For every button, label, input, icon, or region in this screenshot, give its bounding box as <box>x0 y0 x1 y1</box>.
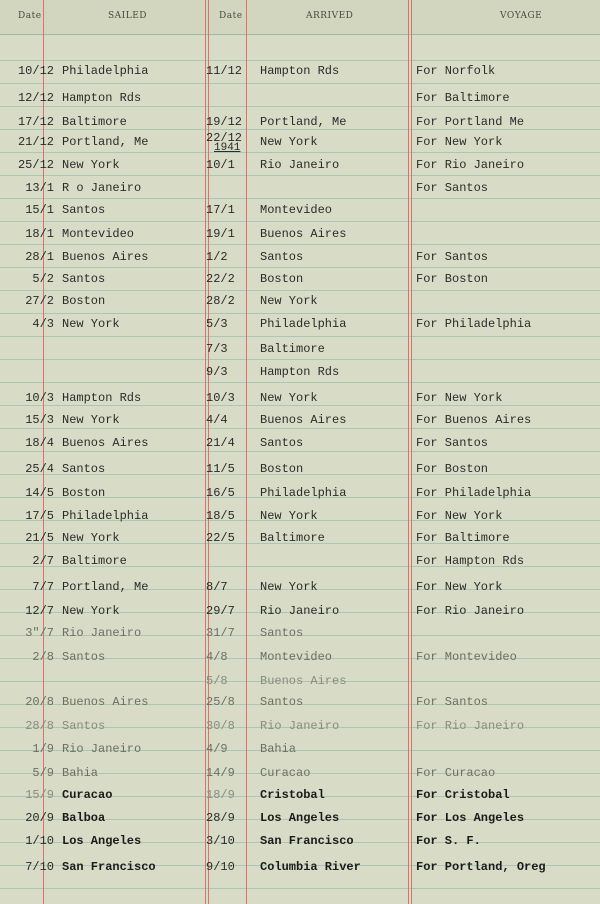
sailed-port-cell: Santos <box>62 650 106 664</box>
arrived-port-cell: Philadelphia <box>260 317 347 331</box>
date-sailed-cell: 12/7 <box>25 604 54 618</box>
arrived-port-cell: San Francisco <box>260 834 354 848</box>
date-arrived-cell: 19/1 <box>206 227 235 241</box>
sailed-port-cell: Rio Janeiro <box>62 626 142 640</box>
arrived-port-cell: Cristobal <box>260 788 325 802</box>
arrived-port-cell: Buenos Aires <box>260 227 347 241</box>
date-sailed-cell: 5/9 <box>32 766 54 780</box>
date-arrived-cell: 3/10 <box>206 834 235 848</box>
sailed-port-cell: New York <box>62 158 120 172</box>
arrived-port-cell: Rio Janeiro <box>260 604 340 618</box>
header-voyage: VOYAGE <box>500 11 543 21</box>
date-arrived-cell: 4/4 <box>206 413 228 427</box>
date-arrived-cell: 11/5 <box>206 462 235 476</box>
date-sailed-cell: 5/2 <box>32 272 54 286</box>
voyage-cell: For Curacao <box>416 766 496 780</box>
sailed-port-cell: Santos <box>62 719 106 733</box>
voyage-cell: For Los Angeles <box>416 811 525 825</box>
date-arrived-cell: 28/2 <box>206 294 235 308</box>
arrived-port-cell: New York <box>260 580 318 594</box>
sailed-port-cell: Balboa <box>62 811 106 825</box>
date-arrived-cell: 10/3 <box>206 391 235 405</box>
date-arrived-cell: 29/7 <box>206 604 235 618</box>
sailed-port-cell: Montevideo <box>62 227 135 241</box>
sailed-port-cell: Bahia <box>62 766 99 780</box>
year-note: 1941 <box>214 142 241 154</box>
date-arrived-cell: 5/3 <box>206 317 228 331</box>
date-arrived-cell: 17/1 <box>206 203 235 217</box>
date-sailed-cell: 14/5 <box>25 486 54 500</box>
voyage-cell: For S. F. <box>416 834 481 848</box>
voyage-cell: For New York <box>416 391 503 405</box>
voyage-cell: For Santos <box>416 181 489 195</box>
date-sailed-cell: 25/4 <box>25 462 54 476</box>
sailed-port-cell: Los Angeles <box>62 834 142 848</box>
date-arrived-cell: 7/3 <box>206 342 228 356</box>
column-rule <box>408 0 409 904</box>
voyage-cell: For Buenos Aires <box>416 413 532 427</box>
voyage-cell: For New York <box>416 509 503 523</box>
arrived-port-cell: Hampton Rds <box>260 365 340 379</box>
arrived-port-cell: Rio Janeiro <box>260 158 340 172</box>
date-sailed-cell: 21/12 <box>17 135 54 149</box>
date-arrived-cell: 25/8 <box>206 695 235 709</box>
sailed-port-cell: Boston <box>62 294 106 308</box>
sailed-port-cell: Baltimore <box>62 554 127 568</box>
date-sailed-cell: 2/7 <box>32 554 54 568</box>
voyage-cell: For Santos <box>416 695 489 709</box>
sailed-port-cell: New York <box>62 413 120 427</box>
arrived-port-cell: Columbia River <box>260 860 361 874</box>
header-date-sailed: Date <box>18 11 42 21</box>
date-arrived-cell: 9/10 <box>206 860 235 874</box>
date-sailed-cell: 20/9 <box>25 811 54 825</box>
date-arrived-cell: 30/8 <box>206 719 235 733</box>
date-sailed-cell: 12/12 <box>17 91 54 105</box>
date-sailed-cell: 17/5 <box>25 509 54 523</box>
arrived-port-cell: Baltimore <box>260 342 325 356</box>
date-sailed-cell: 15/3 <box>25 413 54 427</box>
arrived-port-cell: Rio Janeiro <box>260 719 340 733</box>
column-rule <box>246 0 247 904</box>
sailed-port-cell: Buenos Aires <box>62 695 149 709</box>
date-arrived-cell: 1/2 <box>206 250 228 264</box>
date-arrived-cell: 4/9 <box>206 742 228 756</box>
arrived-port-cell: Boston <box>260 462 304 476</box>
sailed-port-cell: Portland, Me <box>62 580 149 594</box>
date-arrived-cell: 9/3 <box>206 365 228 379</box>
sailed-port-cell: Buenos Aires <box>62 250 149 264</box>
arrived-port-cell: Los Angeles <box>260 811 340 825</box>
arrived-port-cell: Bahia <box>260 742 297 756</box>
date-sailed-cell: 15/1 <box>25 203 54 217</box>
date-sailed-cell: 18/4 <box>25 436 54 450</box>
sailed-port-cell: Santos <box>62 462 106 476</box>
date-sailed-cell: 7/10 <box>25 860 54 874</box>
sailed-port-cell: New York <box>62 531 120 545</box>
date-sailed-cell: 10/3 <box>25 391 54 405</box>
date-sailed-cell: 7/7 <box>32 580 54 594</box>
date-sailed-cell: 2/8 <box>32 650 54 664</box>
arrived-port-cell: Boston <box>260 272 304 286</box>
column-rule <box>411 0 412 904</box>
voyage-cell: For Philadelphia <box>416 486 532 500</box>
arrived-port-cell: Santos <box>260 626 304 640</box>
voyage-cell: For Philadelphia <box>416 317 532 331</box>
voyage-cell: For Rio Janeiro <box>416 158 525 172</box>
voyage-cell: For Portland Me <box>416 115 525 129</box>
sailed-port-cell: Rio Janeiro <box>62 742 142 756</box>
date-arrived-cell: 11/12 <box>206 64 243 78</box>
ledger-header <box>0 0 600 35</box>
sailed-port-cell: R o Janeiro <box>62 181 142 195</box>
voyage-cell: For Montevideo <box>416 650 517 664</box>
voyage-cell: For Norfolk <box>416 64 496 78</box>
date-arrived-cell: 31/7 <box>206 626 235 640</box>
sailed-port-cell: Portland, Me <box>62 135 149 149</box>
date-sailed-cell: 13/1 <box>25 181 54 195</box>
date-sailed-cell: 28/1 <box>25 250 54 264</box>
date-sailed-cell: 4/3 <box>32 317 54 331</box>
voyage-cell: For Portland, Oreg <box>416 860 546 874</box>
date-arrived-cell: 4/8 <box>206 650 228 664</box>
voyage-cell: For Rio Janeiro <box>416 719 525 733</box>
arrived-port-cell: Baltimore <box>260 531 325 545</box>
arrived-port-cell: Buenos Aires <box>260 674 347 688</box>
arrived-port-cell: Hampton Rds <box>260 64 340 78</box>
sailed-port-cell: Santos <box>62 272 106 286</box>
arrived-port-cell: Santos <box>260 436 304 450</box>
date-arrived-cell: 22/2 <box>206 272 235 286</box>
arrived-port-cell: Santos <box>260 250 304 264</box>
sailed-port-cell: Curacao <box>62 788 113 802</box>
sailed-port-cell: Boston <box>62 486 106 500</box>
date-sailed-cell: 20/8 <box>25 695 54 709</box>
arrived-port-cell: Montevideo <box>260 650 333 664</box>
date-arrived-cell: 5/8 <box>206 674 228 688</box>
arrived-port-cell: New York <box>260 294 318 308</box>
sailed-port-cell: San Francisco <box>62 860 156 874</box>
date-sailed-cell: 3"/7 <box>25 626 54 640</box>
voyage-cell: For Santos <box>416 436 489 450</box>
date-sailed-cell: 10/12 <box>17 64 54 78</box>
date-arrived-cell: 18/5 <box>206 509 235 523</box>
date-arrived-cell: 14/9 <box>206 766 235 780</box>
date-sailed-cell: 15/9 <box>25 788 54 802</box>
sailed-port-cell: Philadelphia <box>62 64 149 78</box>
date-arrived-cell: 18/9 <box>206 788 235 802</box>
arrived-port-cell: New York <box>260 135 318 149</box>
date-arrived-cell: 28/9 <box>206 811 235 825</box>
arrived-port-cell: Philadelphia <box>260 486 347 500</box>
arrived-port-cell: Portland, Me <box>260 115 347 129</box>
sailed-port-cell: Hampton Rds <box>62 91 142 105</box>
date-sailed-cell: 21/5 <box>25 531 54 545</box>
sailed-port-cell: Baltimore <box>62 115 127 129</box>
voyage-cell: For Hampton Rds <box>416 554 525 568</box>
header-arrived: ARRIVED <box>306 11 354 21</box>
voyage-cell: For Baltimore <box>416 531 510 545</box>
sailed-port-cell: Buenos Aires <box>62 436 149 450</box>
date-sailed-cell: 1/9 <box>32 742 54 756</box>
date-arrived-cell: 22/12 <box>206 131 243 145</box>
voyage-cell: For New York <box>416 580 503 594</box>
voyage-cell: For Santos <box>416 250 489 264</box>
sailed-port-cell: Hampton Rds <box>62 391 142 405</box>
date-arrived-cell: 8/7 <box>206 580 228 594</box>
sailed-port-cell: Philadelphia <box>62 509 149 523</box>
voyage-cell: For Rio Janeiro <box>416 604 525 618</box>
sailed-port-cell: New York <box>62 604 120 618</box>
date-sailed-cell: 27/2 <box>25 294 54 308</box>
voyage-cell: For Boston <box>416 462 489 476</box>
voyage-cell: For Baltimore <box>416 91 510 105</box>
header-date-arrived: Date <box>219 11 243 21</box>
arrived-port-cell: Montevideo <box>260 203 333 217</box>
arrived-port-cell: New York <box>260 509 318 523</box>
date-arrived-cell: 22/5 <box>206 531 235 545</box>
date-sailed-cell: 25/12 <box>17 158 54 172</box>
date-arrived-cell: 19/12 <box>206 115 243 129</box>
sailed-port-cell: New York <box>62 317 120 331</box>
arrived-port-cell: New York <box>260 391 318 405</box>
date-sailed-cell: 1/10 <box>25 834 54 848</box>
date-sailed-cell: 28/8 <box>25 719 54 733</box>
sailed-port-cell: Santos <box>62 203 106 217</box>
date-sailed-cell: 18/1 <box>25 227 54 241</box>
voyage-cell: For New York <box>416 135 503 149</box>
voyage-cell: For Boston <box>416 272 489 286</box>
voyage-cell: For Cristobal <box>416 788 510 802</box>
date-arrived-cell: 21/4 <box>206 436 235 450</box>
arrived-port-cell: Buenos Aires <box>260 413 347 427</box>
arrived-port-cell: Santos <box>260 695 304 709</box>
date-arrived-cell: 10/1 <box>206 158 235 172</box>
header-sailed: SAILED <box>108 11 147 21</box>
date-arrived-cell: 16/5 <box>206 486 235 500</box>
arrived-port-cell: Curacao <box>260 766 311 780</box>
date-sailed-cell: 17/12 <box>17 115 54 129</box>
